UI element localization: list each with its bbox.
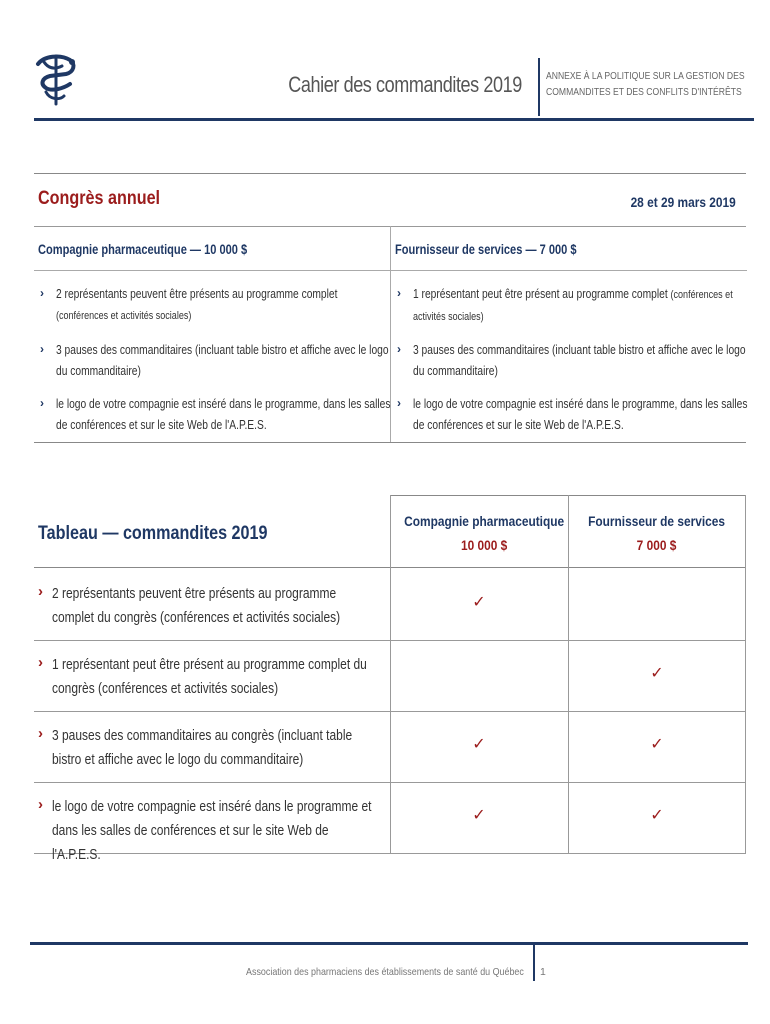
section-date: 28 et 29 mars 2019 <box>630 194 736 210</box>
table-title: Tableau — commandites 2019 <box>38 523 268 544</box>
item-text: 1 représentant peut être présent au programme complet <box>413 287 671 301</box>
annex-note <box>546 68 751 100</box>
section-header <box>34 174 746 227</box>
header-pharma <box>390 495 568 567</box>
chevron-right-icon: › <box>397 342 401 356</box>
check-icon: ✓ <box>650 736 664 753</box>
item-text: le logo de votre compagnie est inséré dans le programme, dans les salles de conférences et sur le site Web de l'A.P.E.S. <box>413 397 748 432</box>
item-text: le logo de votre compagnie est inséré dans le programme, dans les salles de conférences et sur le site Web de l'A.P.E.S. <box>56 397 391 432</box>
table-border <box>568 495 569 854</box>
pharma-column <box>34 226 390 442</box>
chevron-right-icon: › <box>38 796 43 813</box>
check-icon: ✓ <box>472 736 486 753</box>
document-title: Cahier des commandites 2019 <box>288 72 522 97</box>
header-services-name: Fournisseur de services <box>588 513 726 529</box>
list-item <box>391 284 770 328</box>
annex-line-2: COMMANDITES ET DES CONFLITS D'INTÉRÊTS <box>546 86 742 98</box>
sponsorship-table <box>34 495 746 863</box>
item-note: (conférences et activités sociales) <box>413 289 733 323</box>
row-label: 3 pauses des commanditaires au congrès (incluant table bistro et affiche avec le logo du commanditaire) <box>52 727 353 768</box>
annual-congress-section <box>34 173 746 443</box>
header-pharma-name: Compagnie pharmaceutique <box>404 513 565 529</box>
item-note: (conférences et activités sociales) <box>56 310 192 322</box>
header-divider <box>538 58 540 116</box>
check-icon: ✓ <box>650 665 664 682</box>
section-title: Congrès annuel <box>38 188 161 209</box>
check-icon: ✓ <box>472 807 486 824</box>
page-number: 1 <box>540 966 546 978</box>
annex-line-1: ANNEXE À LA POLITIQUE SUR LA GESTION DES <box>546 70 745 82</box>
header-services <box>568 495 746 567</box>
chevron-right-icon: › <box>40 286 44 300</box>
footer-organization: Association des pharmaciens des établissements de santé du Québec <box>246 966 524 978</box>
chevron-right-icon: › <box>397 286 401 300</box>
apes-logo <box>30 52 82 110</box>
item-text: 2 représentants peuvent être présents au programme complet <box>56 287 338 301</box>
chevron-right-icon: › <box>40 396 44 410</box>
chevron-right-icon: › <box>397 396 401 410</box>
column-heading <box>34 226 390 271</box>
list-item <box>391 394 770 436</box>
table-border <box>390 495 391 854</box>
chevron-right-icon: › <box>38 654 43 671</box>
check-icon: ✓ <box>650 807 664 824</box>
chevron-right-icon: › <box>38 725 43 742</box>
check-icon: ✓ <box>472 594 486 611</box>
row-label: 2 représentants peuvent être présents au programme complet du congrès (conférences et activités sociales) <box>52 585 341 626</box>
footer-divider <box>533 945 535 981</box>
row-label: le logo de votre compagnie est inséré dans le programme et dans les salles de conférences et sur le site Web de l'A.P.E.S. <box>52 798 372 863</box>
chevron-right-icon: › <box>38 583 43 600</box>
column-heading-text: Fournisseur de services — 7 000 $ <box>395 242 577 257</box>
header-pharma-price: 10 000 $ <box>460 537 508 553</box>
item-text: 3 pauses des commanditaires (incluant table bistro et affiche avec le logo du commanditaire) <box>413 343 746 378</box>
column-heading-text: Compagnie pharmaceutique — 10 000 $ <box>38 242 248 257</box>
chevron-right-icon: › <box>40 342 44 356</box>
footer-rule <box>30 942 748 945</box>
column-heading <box>391 226 747 271</box>
row-label: 1 représentant peut être présent au programme complet du congrès (conférences et activités sociales) <box>52 656 367 697</box>
table-border <box>745 495 746 854</box>
header-rule <box>34 118 754 121</box>
header-services-price: 7 000 $ <box>637 537 677 553</box>
item-text: 3 pauses des commanditaires (incluant table bistro et affiche avec le logo du commanditaire) <box>56 343 389 378</box>
list-item <box>391 340 770 382</box>
services-column <box>391 226 747 442</box>
